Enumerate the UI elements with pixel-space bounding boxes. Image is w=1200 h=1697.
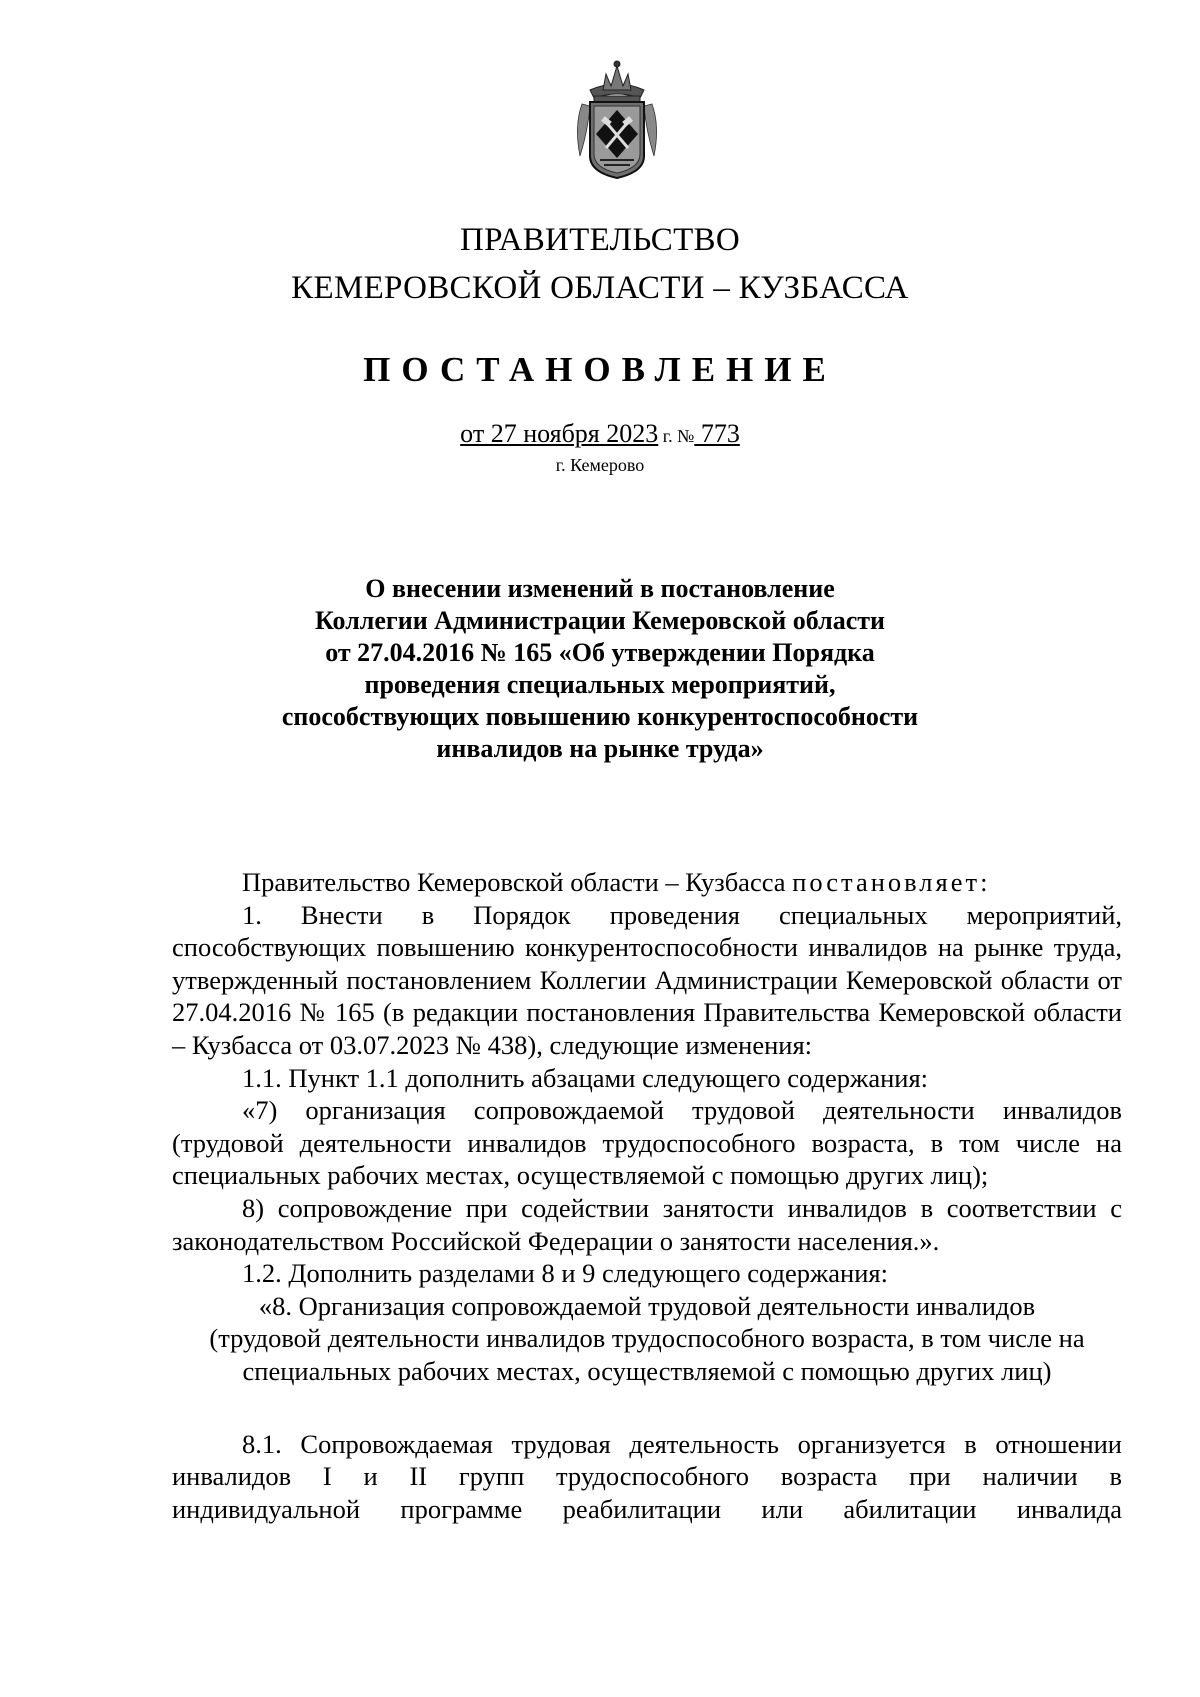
decree-date: от 27 ноября 2023 [460,419,659,448]
year-abbr: г. [658,426,678,446]
document-type-heading: ПОСТАНОВЛЕНИЕ [363,350,837,389]
intro-colon: : [980,867,988,897]
section-gap [172,1388,1122,1428]
paragraph-8-1-line2: инвалидов I и II групп трудоспособного возраста при наличии в [172,1461,1122,1492]
government-name-line1: ПРАВИТЕЛЬСТВО [460,222,740,258]
section-8-heading-line1: «8. Организация сопровождаемой трудовой деятельности инвалидов [258,1290,1036,1321]
title-line: способствующих повышению конкурентоспособности [281,702,919,731]
decree-body [172,866,1122,1525]
title-line: Коллегии Администрации Кемеровской области [314,606,886,635]
paragraph-1-rest: способствующих повышению конкурентоспособности инвалидов на рынке труда, утвержденный постановлением Коллегии Администрации Кемеровской области от 27.04.2016 № 165 (в редакции постановления Правительства Кемеровской области – Кузбасса от 03.07.2023 № 438), следующие изменения: [172,932,1122,1060]
government-name-line2: КЕМЕРОВСКОЙ ОБЛАСТИ – КУЗБАССА [291,270,909,306]
paragraph-8-1-line1: 8.1. Сопровождаемая трудовая деятельность организуется в отношении [242,1428,1122,1459]
paragraph-item-8: 8) сопровождение при содействии занятости инвалидов в соответствии с законодательством Российской Федерации о занятости населения.». [172,1192,1122,1256]
decree-number: 773 [694,419,740,448]
paragraph-1-1: 1.1. Пункт 1.1 дополнить абзацами следующего содержания: [242,1062,929,1093]
paragraph-1-2: 1.2. Дополнить разделами 8 и 9 следующего содержания: [242,1258,888,1289]
city-name: г. Кемерово [555,455,645,475]
number-sign: № [677,426,695,446]
title-line: от 27.04.2016 № 165 «Об утверждении Порядка [325,638,875,667]
intro-paragraph [172,866,1122,899]
title-line: проведения специальных мероприятий, [364,670,836,699]
title-line: инвалидов на рынке труда» [436,734,764,763]
section-8-heading-line3: специальных рабочих местах, осуществляемой с помощью других лиц) [242,1355,1052,1386]
paragraph-1-line1: 1. Внести в Порядок проведения специальных мероприятий, [242,899,1122,930]
intro-text: Правительство Кемеровской области – Кузбасса [242,867,793,897]
section-8-heading-line2: (трудовой деятельности инвалидов трудоспособного возраста, в том числе на [209,1323,1085,1354]
paragraph-8-1-line3: индивидуальной программе реабилитации или абилитации инвалида [172,1493,1122,1524]
kuzbass-coat-of-arms-icon [568,56,666,186]
title-line: О внесении изменений в постановление [365,574,835,603]
decree-title [180,573,1020,765]
intro-resolves-word: постановляет [792,867,981,897]
date-number-line [0,419,1200,449]
paragraph-item-7: «7) организация сопровождаемой трудовой деятельности инвалидов (трудовой деятельности инвалидов трудоспособного возраста, в том числе на специальных рабочих местах, осуществляемой с помощью других лиц); [172,1095,1122,1191]
